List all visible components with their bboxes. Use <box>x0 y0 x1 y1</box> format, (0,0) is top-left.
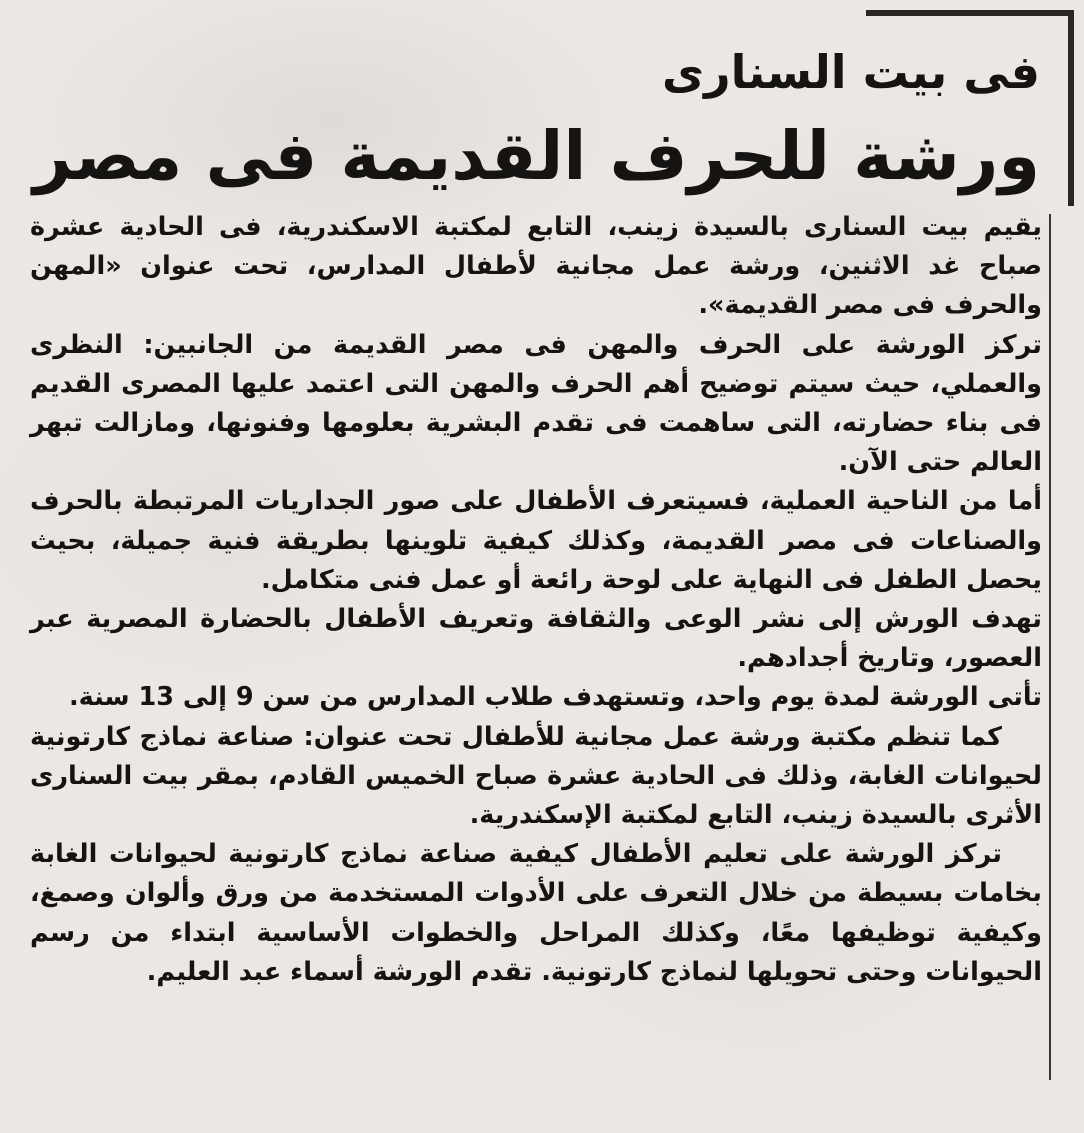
column-rule <box>1049 214 1051 1080</box>
headline: ورشة للحرف القديمة فى مصر <box>33 117 1040 195</box>
paragraph-4: تهدف الورش إلى نشر الوعى والثقافة وتعريف الأطفال بالحضارة المصرية عبر العصور، وتاريخ أجدادهم. <box>30 604 1042 674</box>
article-body <box>30 208 1042 992</box>
paragraph-3: أما من الناحية العملية، فسيتعرف الأطفال على صور الجداريات المرتبطة بالحرف والصناعات فى مصر القديمة، وكذلك كيفية تلوينها بطريقة فنية جميلة، بحيث يحصل الطفل فى النهاية على لوحة رائعة أو عمل فنى متكامل. <box>30 486 1042 595</box>
kicker: فى بيت السنارى <box>662 45 1040 99</box>
paragraph-6: كما تنظم مكتبة ورشة عمل مجانية للأطفال تحت عنوان: صناعة نماذج كارتونية لحيوانات الغابة، وذلك فى الحادية عشرة صباح الخميس القادم، بمقر بيت السنارى الأثرى بالسيدة زينب، التابع لمكتبة الإسكندرية. <box>30 721 1042 831</box>
paragraph-5: تأتى الورشة لمدة يوم واحد، وتستهدف طلاب المدارس من سن 9 إلى 13 سنة. <box>68 682 1042 713</box>
paragraph-1: يقيم بيت السنارى بالسيدة زينب، التابع لمكتبة الاسكندرية، فى الحادية عشرة صباح غد الاثنين، ورشة عمل مجانية لأطفال المدارس، تحت عنوان «المهن والحرف فى مصر القديمة». <box>30 212 1042 321</box>
headline-frame-right <box>1068 10 1074 206</box>
paragraph-7: تركز الورشة على تعليم الأطفال كيفية صناعة نماذج كارتونية لحيوانات الغابة بخامات بسيطة من خلال التعرف على الأدوات المستخدمة من ورق وألوان وصمغ، وكيفية توظيفها معًا، وكذلك المراحل والخطوات الأساسية ابتداء من رسم الحيوانات وحتى تحويلها لنماذج كارتونية. تقدم الورشة أسماء عبد العليم. <box>30 839 1042 987</box>
paragraph-2: تركز الورشة على الحرف والمهن فى مصر القديمة من الجانبين: النظرى والعملي، حيث سيتم توضيح أهم الحرف والمهن التى اعتمد عليها المصرى القديم فى بناء حضارته، التى ساهمت فى تقدم البشرية بعلومها وفنونها، ومازالت تبهر العالم حتى الآن. <box>30 329 1042 478</box>
headline-frame-top <box>866 10 1074 16</box>
